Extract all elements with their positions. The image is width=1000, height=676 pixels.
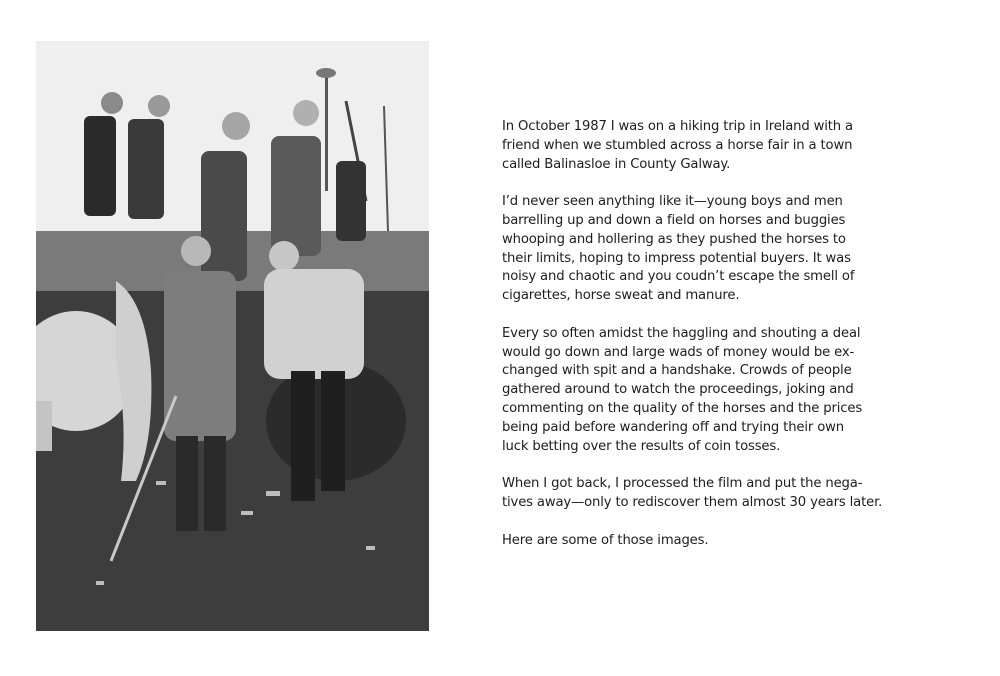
photo-scene	[36, 41, 429, 631]
paragraph-negatives: When I got back, I processed the film and put the nega- tives away—only to rediscover them almost 30 years later.	[502, 476, 883, 510]
paragraph-deals: Every so often amidst the haggling and shouting a deal would go down and large wads of money would be ex- changed with spit and a handshake. Crowds of people gathered around to watch the proceedings, joking and commenting on the quality of the horses and the prices being paid before wandering off and trying their own luck betting over the results of coin tosses.	[502, 325, 863, 454]
lamp-post	[325, 71, 328, 191]
lamp-head	[316, 68, 336, 78]
paragraph-closing: Here are some of those images.	[502, 532, 709, 548]
paragraph-description: I’d never seen anything like it—young boys and men barrelling up and down a field on horses and buggies whooping and hollering as they pushed the horses to their limits, hoping to impress potential buyers. It was noisy and chaotic and you coudn’t escape the smell of cigarettes, horse sweat and manure.	[502, 194, 855, 304]
horse-fair-photo	[36, 41, 429, 631]
article-text	[502, 118, 892, 569]
paragraph-intro: In October 1987 I was on a hiking trip in Ireland with a friend when we stumbled across a horse fair in a town called Balinasloe in County Galway.	[502, 119, 853, 172]
